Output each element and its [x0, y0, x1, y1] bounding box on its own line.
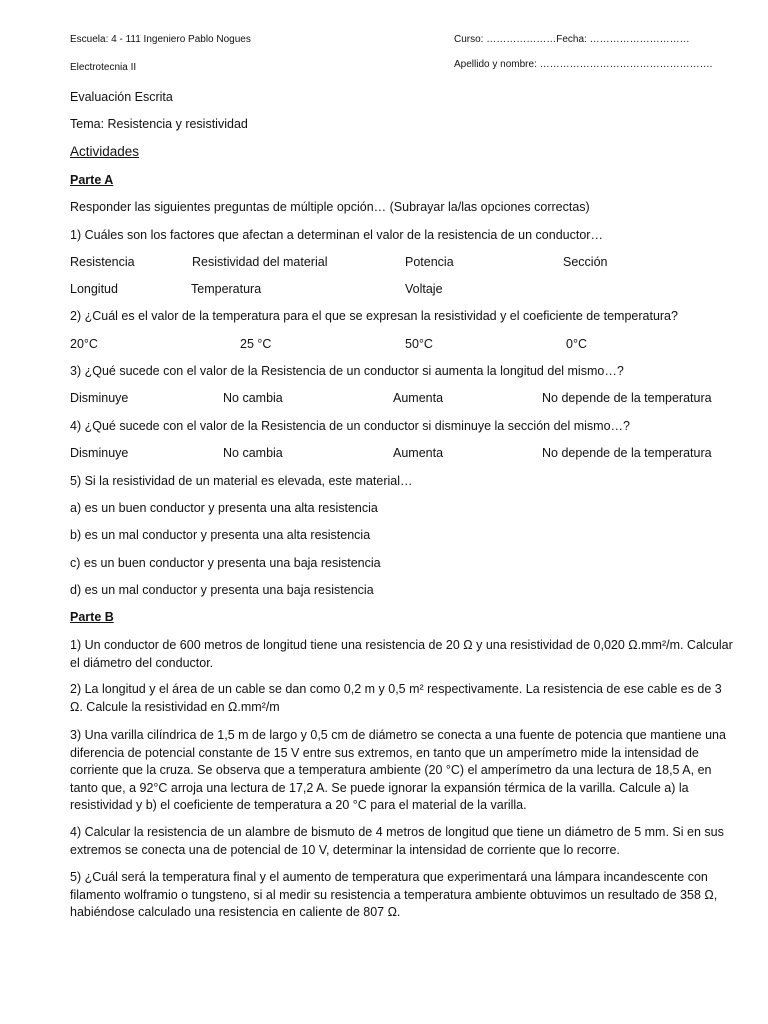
q5-option: c) es un buen conductor y presenta una baja resistencia — [70, 556, 381, 570]
q4-option: Disminuye — [70, 446, 129, 460]
question-3: 3) ¿Qué sucede con el valor de la Resistencia de un conductor si aumenta la longitud del mismo…? — [70, 364, 624, 378]
q1-option: Temperatura — [191, 282, 262, 296]
question-5: 5) Si la resistividad de un material es elevada, este material… — [70, 474, 413, 488]
q3-option: Disminuye — [70, 391, 129, 405]
q2-option: 20°C — [70, 337, 98, 351]
q5-option: b) es un mal conductor y presenta una alta resistencia — [70, 528, 371, 542]
q5-option: a) es un buen conductor y presenta una alta resistencia — [70, 501, 378, 515]
course-date-field: Curso: …………………Fecha: ………………………… — [454, 34, 690, 45]
activities-heading: Actividades — [70, 144, 140, 159]
school-name: Escuela: 4 - 111 Ingeniero Pablo Nogues — [70, 34, 251, 45]
q1-option: Resistencia — [70, 255, 135, 269]
q4-option: Aumenta — [393, 446, 444, 460]
q2-option: 0°C — [566, 337, 587, 351]
part-a-instruction: Responder las siguientes preguntas de múltiple opción… (Subrayar la/las opciones correctas) — [70, 200, 590, 214]
question-4: 4) ¿Qué sucede con el valor de la Resistencia de un conductor si disminuye la sección del mismo…? — [70, 419, 630, 433]
q4-option: No cambia — [223, 446, 283, 460]
q5-option: d) es un mal conductor y presenta una baja resistencia — [70, 583, 374, 597]
q1-option: Voltaje — [405, 282, 443, 296]
question-1: 1) Cuáles son los factores que afectan a determinan el valor de la resistencia de un conductor… — [70, 228, 603, 242]
part-b-heading: Parte B — [70, 610, 114, 624]
question-2: 2) ¿Cuál es el valor de la temperatura para el que se expresan la resistividad y el coeficiente de temperatura? — [70, 309, 678, 323]
student-name-field: Apellido y nombre: ……………………………………………. — [454, 59, 713, 70]
q1-option: Longitud — [70, 282, 118, 296]
q1-option: Sección — [563, 255, 608, 269]
q3-option: No cambia — [223, 391, 283, 405]
problem-1: 1) Un conductor de 600 metros de longitud tiene una resistencia de 20 Ω y una resistividad de 0,020 Ω.mm²/m. Calcular el diámetro del conductor. — [70, 638, 733, 670]
problem-2: 2) La longitud y el área de un cable se dan como 0,2 m y 0,5 m² respectivamente. La resistencia de ese cable es de 3 Ω. Calcule la resistividad en Ω.mm²/m — [70, 682, 722, 714]
exam-topic: Tema: Resistencia y resistividad — [70, 117, 248, 131]
q1-option: Potencia — [405, 255, 454, 269]
q3-option: No depende de la temperatura — [542, 391, 712, 405]
q3-option: Aumenta — [393, 391, 444, 405]
subject-name: Electrotecnia II — [70, 62, 137, 73]
part-a-heading: Parte A — [70, 173, 114, 187]
q4-option: No depende de la temperatura — [542, 446, 712, 460]
problem-4: 4) Calcular la resistencia de un alambre de bismuto de 4 metros de longitud que tiene un diámetro de 5 mm. Si en sus extremos se conecta una de potencial de 10 V, determinar la intensidad de corriente que lo recorre. — [70, 825, 724, 857]
problem-3: 3) Una varilla cilíndrica de 1,5 m de largo y 0,5 cm de diámetro se conecta a una fuente de potencia que mantiene una diferencia de potencial constante de 15 V entre sus extremos, en tanto que un amperímetro mide la intensidad de corriente que la cruza. Se observa que a temperatura ambiente (20 °C) el amperímetro da una lectura de 18,5 A, en tanto que, a 92°C arroja una lectura de 17,2 A. Se puede ignorar la expansión térmica de la varilla. Calcule a) la resistividad y b) el coeficiente de temperatura a 20 °C para el material de la varilla. — [70, 728, 726, 812]
q2-option: 25 °C — [240, 337, 272, 351]
problem-5: 5) ¿Cuál será la temperatura final y el aumento de temperatura que experimentará una lámpara incandescente con filamento wolframio o tungsteno, si al medir su resistencia a temperatura ambiente obtuvimos un resultado de 358 Ω, habiéndose calculado una resistencia en caliente de 807 Ω. — [70, 870, 718, 919]
q1-option: Resistividad del material — [192, 255, 328, 269]
q2-option: 50°C — [405, 337, 433, 351]
exam-title: Evaluación Escrita — [70, 90, 173, 104]
